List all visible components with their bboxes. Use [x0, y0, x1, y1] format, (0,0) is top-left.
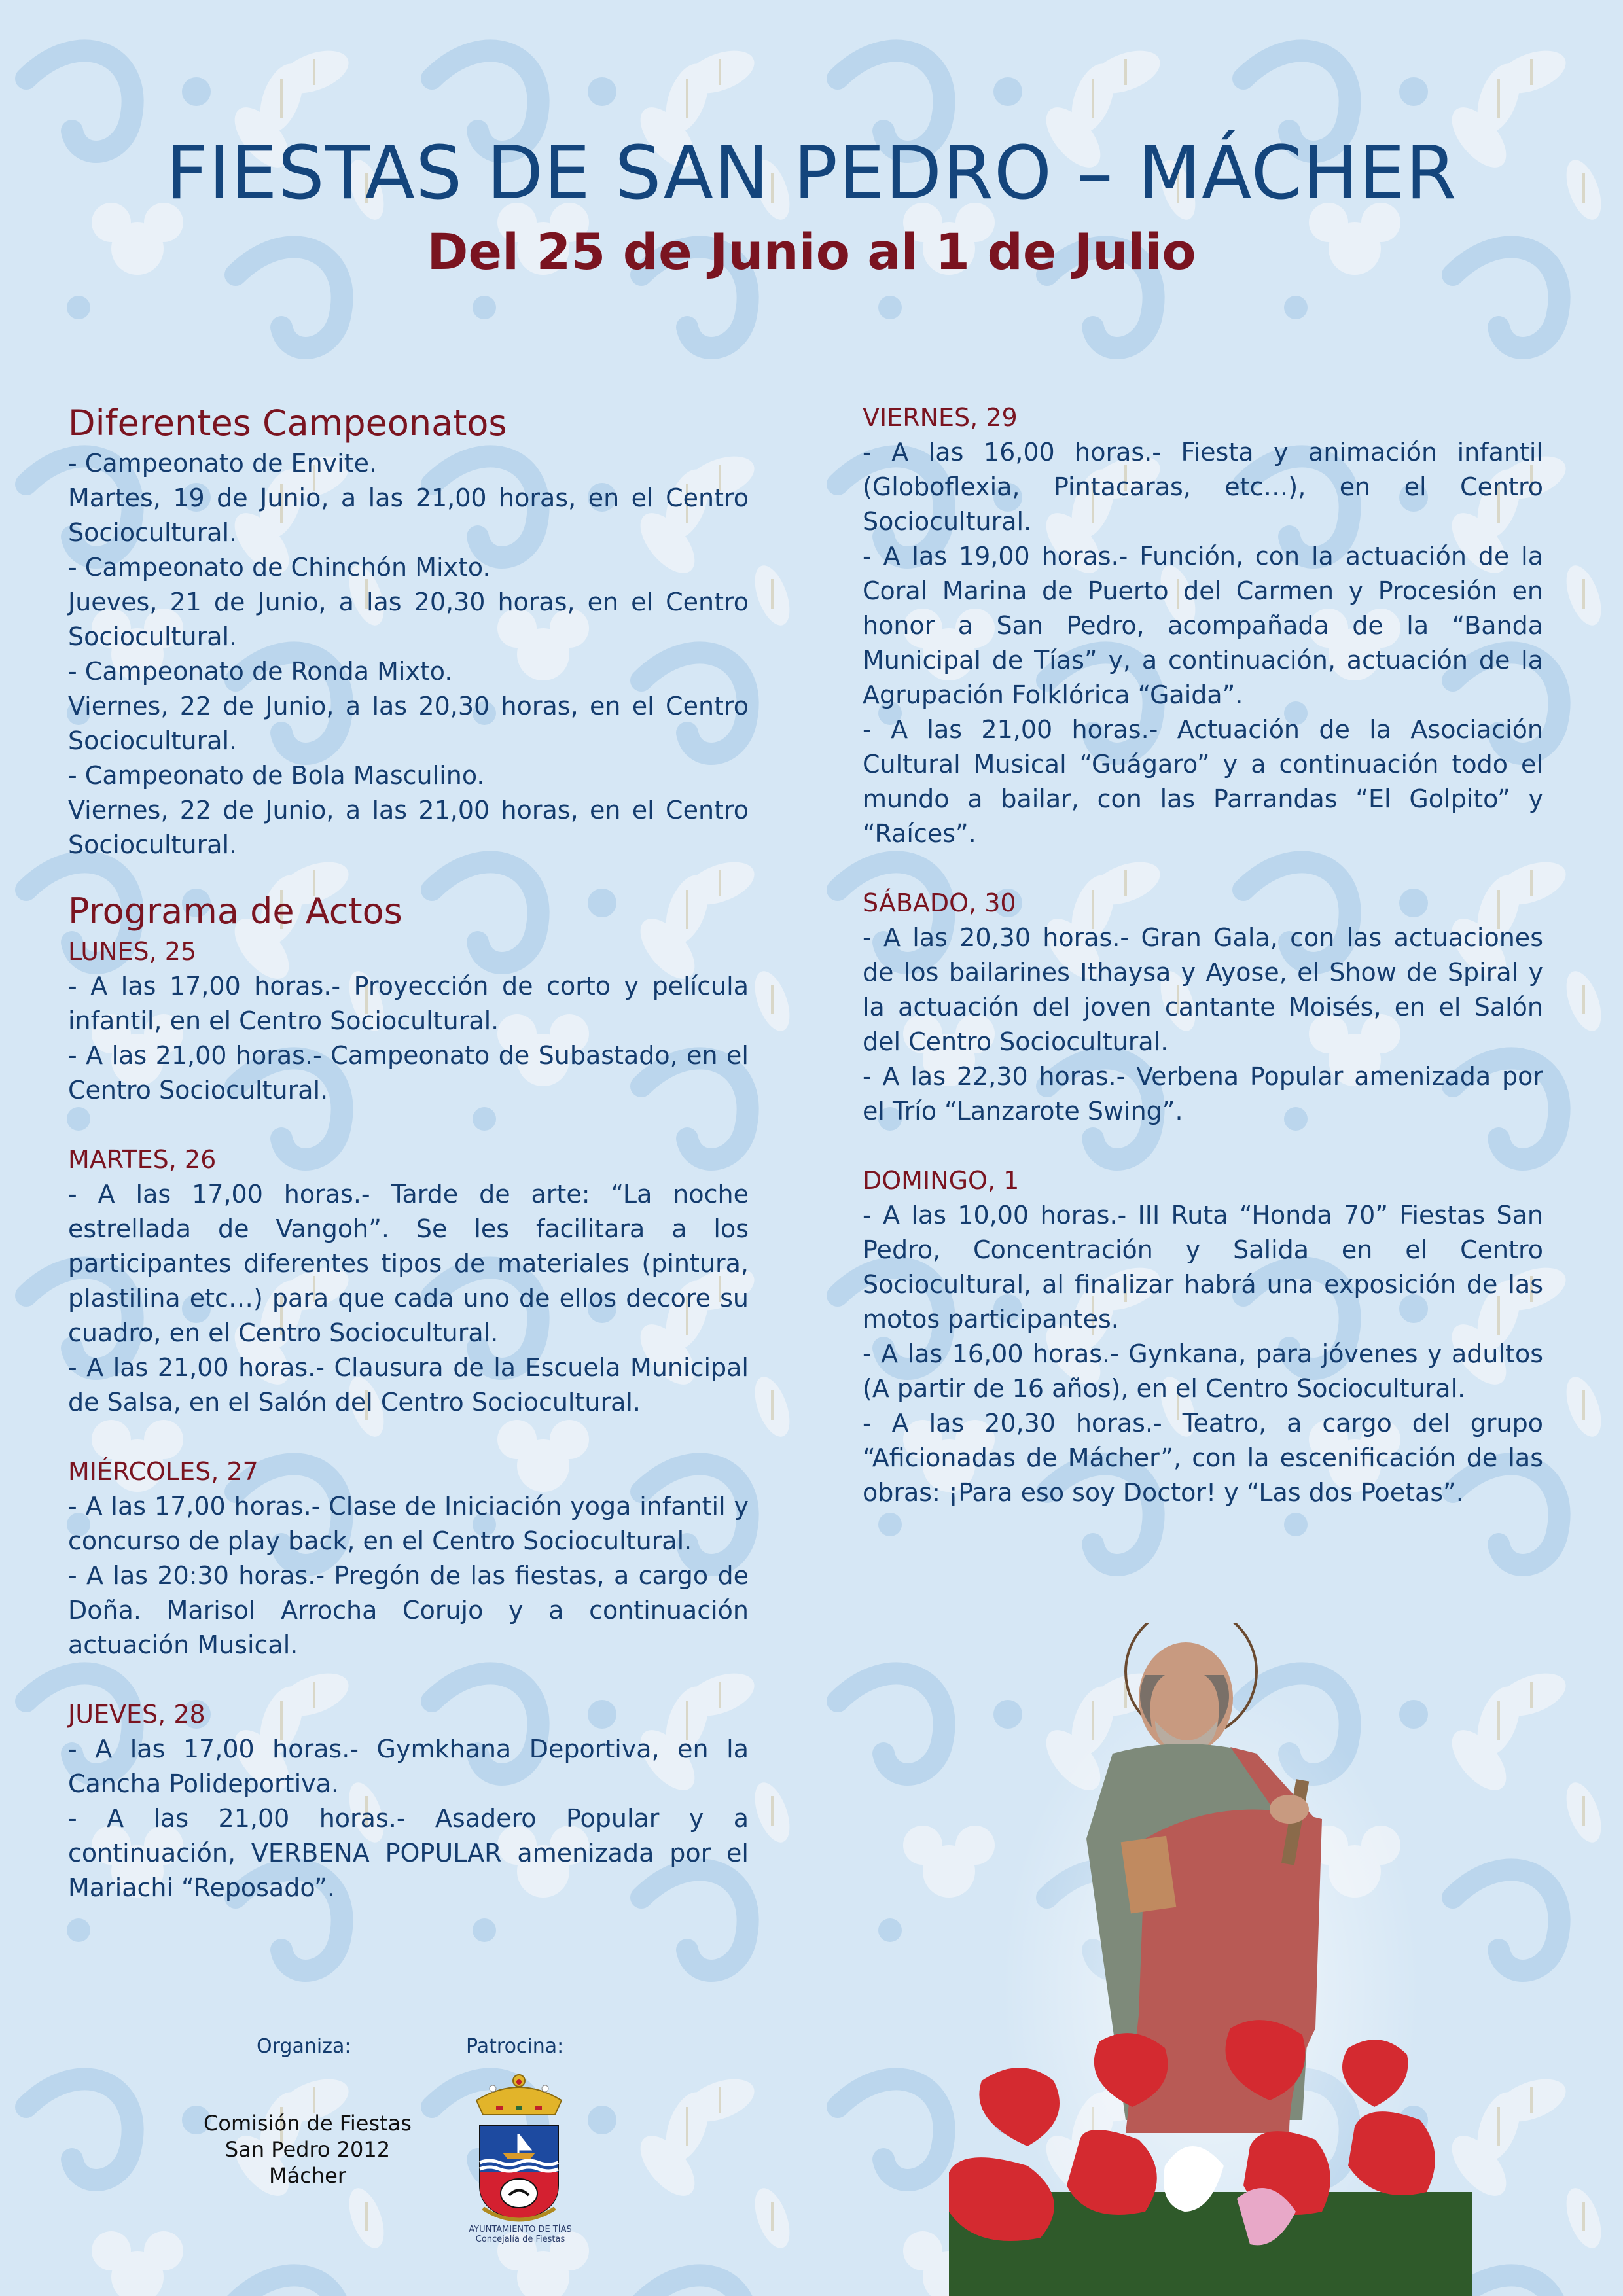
event-item: - A las 20:30 horas.- Pregón de las fiestas, a cargo de Doña. Marisol Arrocha Corujo y a continuación actuación Musical. [68, 1561, 749, 1659]
campeonato-detail: Viernes, 22 de Junio, a las 21,00 horas, en el Centro Sociocultural. [68, 796, 749, 859]
event-item: - A las 22,30 horas.- Verbena Popular amenizada por el Trío “Lanzarote Swing”. [863, 1062, 1543, 1125]
day-block-lunes [68, 934, 749, 1108]
day-block-viernes [863, 400, 1543, 851]
day-heading: MIÉRCOLES, 27 [68, 1457, 259, 1486]
campeonato-item [68, 654, 749, 758]
sponsor-department: Concejalía de Fiestas [475, 2234, 565, 2244]
day-heading: LUNES, 25 [68, 937, 197, 966]
event-item: - A las 17,00 horas.- Clase de Iniciación yoga infantil y concurso de play back, en el Centro Sociocultural. [68, 1492, 749, 1555]
campeonato-item [68, 758, 749, 862]
sponsor-caption [452, 2225, 589, 2244]
event-item: - A las 21,00 horas.- Campeonato de Subastado, en el Centro Sociocultural. [68, 1041, 749, 1104]
day-heading: VIERNES, 29 [863, 403, 1018, 432]
day-block-sabado [863, 886, 1543, 1129]
event-item: - A las 10,00 horas.- III Ruta “Honda 70” Fiestas San Pedro, Concentración y Salida en el Centro Sociocultural, al finalizar habrá una exposición de las motos participantes. [863, 1201, 1543, 1333]
event-item: - A las 19,00 horas.- Función, con la actuación de la Coral Marina de Puerto del Carmen y Procesión en honor a San Pedro, acompañada de la “Banda Municipal de Tías” y, a continuación, actuación de la Agrupación Folklórica “Gaida”. [863, 542, 1543, 709]
day-heading: MARTES, 26 [68, 1145, 217, 1174]
campeonato-item [68, 446, 749, 550]
day-heading: SÁBADO, 30 [863, 889, 1016, 917]
campeonato-detail: Jueves, 21 de Junio, a las 20,30 horas, en el Centro Sociocultural. [68, 588, 749, 651]
organizer-line: Comisión de Fiestas [204, 2111, 412, 2136]
san-pedro-statue-image [949, 1623, 1472, 2296]
event-item: - A las 21,00 horas.- Clausura de la Escuela Municipal de Salsa, en el Salón del Centro Sociocultural. [68, 1353, 749, 1417]
sponsor-name: AYUNTAMIENTO DE TÍAS [469, 2225, 572, 2234]
campeonato-name: - Campeonato de Chinchón Mixto. [68, 553, 491, 582]
organiza-label: Organiza: [257, 2035, 351, 2058]
event-item: - A las 17,00 horas.- Proyección de corto y película infantil, en el Centro Sociocultural. [68, 972, 749, 1035]
campeonatos-heading: Diferentes Campeonatos [68, 402, 507, 444]
campeonato-name: - Campeonato de Envite. [68, 449, 378, 478]
campeonato-name: - Campeonato de Bola Masculino. [68, 761, 485, 790]
event-item: - A las 21,00 horas.- Actuación de la Asociación Cultural Musical “Guágaro” y a continuación todo el mundo a bailar, con las Parrandas “El Golpito” y “Raíces”. [863, 715, 1543, 848]
crown-icon [476, 2075, 562, 2115]
day-heading: JUEVES, 28 [68, 1700, 205, 1729]
poster-title: FIESTAS DE SAN PEDRO – MÁCHER [166, 131, 1457, 216]
organizer-line: San Pedro 2012 [224, 2137, 391, 2162]
event-item: - A las 20,30 horas.- Teatro, a cargo del grupo “Aficionadas de Mácher”, con la escenificación de las obras: ¡Para eso soy Doctor! y “Las dos Poetas”. [863, 1409, 1543, 1507]
day-block-miercoles [68, 1455, 749, 1663]
event-item: - A las 17,00 horas.- Gymkhana Deportiva, en la Cancha Polideportiva. [68, 1735, 749, 1798]
campeonato-item [68, 550, 749, 654]
event-item: - A las 16,00 horas.- Fiesta y animación infantil (Globoflexia, Pintacaras, etc…), en el Centro Sociocultural. [863, 438, 1543, 536]
campeonato-detail: Martes, 19 de Junio, a las 21,00 horas, en el Centro Sociocultural. [68, 484, 749, 547]
day-block-domingo [863, 1163, 1543, 1510]
campeonato-detail: Viernes, 22 de Junio, a las 20,30 horas, en el Centro Sociocultural. [68, 692, 749, 755]
day-heading: DOMINGO, 1 [863, 1166, 1020, 1195]
coat-of-arms-icon [470, 2074, 568, 2225]
programa-heading: Programa de Actos [68, 891, 402, 932]
organizer-line: Mácher [269, 2163, 346, 2188]
event-item: - A las 21,00 horas.- Asadero Popular y a continuación, VERBENA POPULAR amenizada por el Mariachi “Reposado”. [68, 1804, 749, 1902]
event-item: - A las 17,00 horas.- Tarde de arte: “La noche estrellada de Vangoh”. Se les facilitara a los participantes diferentes tipos de materiales (pintura, plastilina etc…) para que cada uno de ellos decore su cuadro, en el Centro Sociocultural. [68, 1180, 749, 1347]
organizer-name [196, 2110, 419, 2189]
campeonato-name: - Campeonato de Ronda Mixto. [68, 657, 453, 686]
left-column [68, 400, 749, 1905]
event-item: - A las 16,00 horas.- Gynkana, para jóvenes y adultos (A partir de 16 años), en el Centro Sociocultural. [863, 1339, 1543, 1403]
day-block-martes [68, 1142, 749, 1420]
right-column [863, 400, 1543, 1510]
event-item: - A las 20,30 horas.- Gran Gala, con las actuaciones de los bailarines Ithaysa y Ayose, el Show de Spiral y la actuación del joven cantante Moisés, en el Salón del Centro Sociocultural. [863, 923, 1543, 1056]
patrocina-label: Patrocina: [466, 2035, 564, 2058]
poster-subtitle-dates: Del 25 de Junio al 1 de Julio [427, 222, 1196, 281]
day-block-jueves [68, 1697, 749, 1905]
